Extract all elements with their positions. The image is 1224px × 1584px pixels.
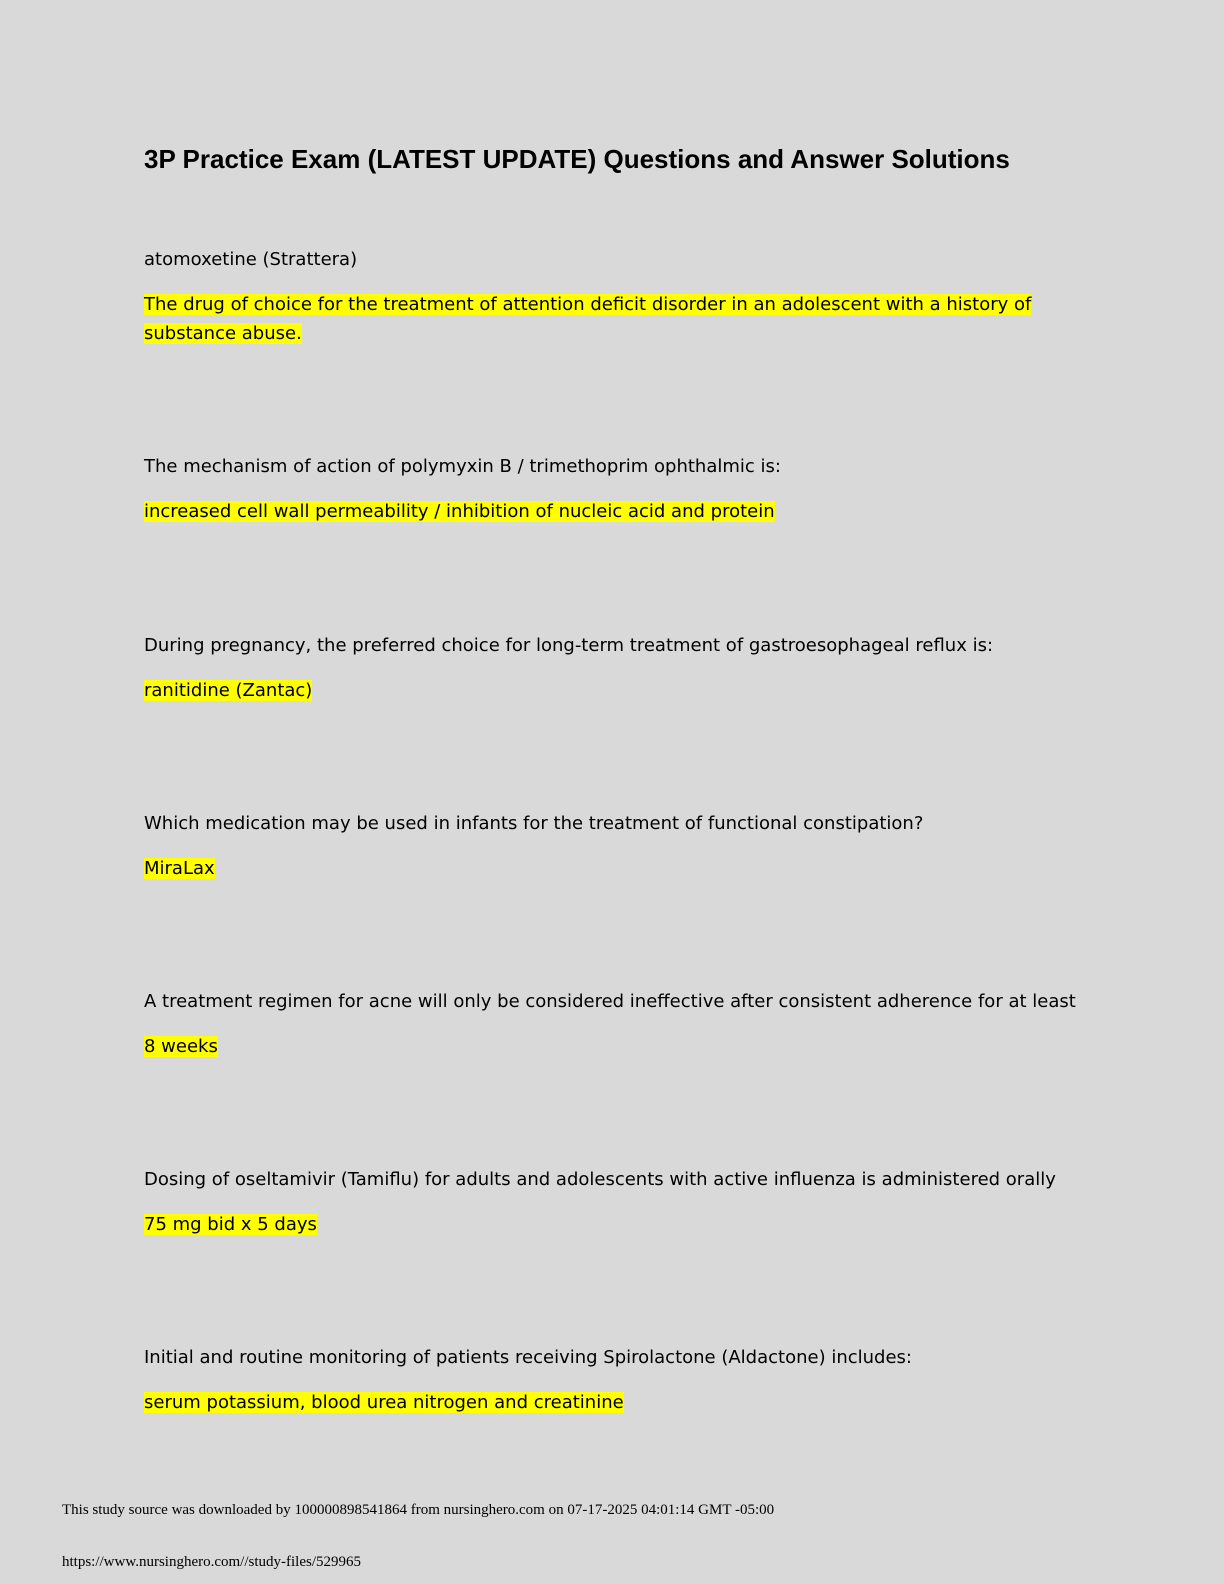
download-note: This study source was downloaded by 100000898541864 from nursinghero.com on 07-17-2025 04:01:14 GMT -05:00 [62, 1502, 775, 1518]
answer-text [144, 1210, 1084, 1239]
qa-item-3 [144, 632, 1084, 705]
answer-text [144, 1388, 1084, 1417]
answer-text [144, 676, 1084, 705]
qa-item-2 [144, 453, 1084, 526]
qa-item-6 [144, 1166, 1084, 1239]
question-text: Dosing of oseltamivir (Tamiflu) for adults and adolescents with active influenza is administered orally [144, 1169, 1056, 1190]
question-text: Which medication may be used in infants for the treatment of functional constipation? [144, 813, 924, 834]
question-text: During pregnancy, the preferred choice for long-term treatment of gastroesophageal reflux is: [144, 635, 994, 656]
answer-text [144, 290, 1084, 348]
answer-text [144, 854, 1084, 883]
answer-text [144, 1032, 1084, 1061]
answer-highlight: MiraLax [144, 858, 215, 879]
answer-highlight: The drug of choice for the treatment of attention deficit disorder in an adolescent with a history of substance abuse. [144, 294, 1032, 344]
answer-highlight: ranitidine (Zantac) [144, 680, 313, 701]
question-text: The mechanism of action of polymyxin B / trimethoprim ophthalmic is: [144, 456, 781, 477]
qa-item-7 [144, 1344, 1084, 1417]
source-url[interactable]: https://www.nursinghero.com//study-files/529965 [62, 1554, 362, 1570]
answer-highlight: 75 mg bid x 5 days [144, 1214, 317, 1235]
qa-item-4 [144, 810, 1084, 883]
question-text: atomoxetine (Strattera) [144, 249, 358, 270]
question-text: A treatment regimen for acne will only be considered ineffective after consistent adherence for at least [144, 991, 1076, 1012]
answer-highlight: serum potassium, blood urea nitrogen and creatinine [144, 1392, 624, 1413]
qa-item-1 [144, 246, 1084, 348]
question-text: Initial and routine monitoring of patients receiving Spirolactone (Aldactone) includes: [144, 1347, 912, 1368]
answer-text [144, 497, 1084, 526]
answer-highlight: increased cell wall permeability / inhibition of nucleic acid and protein [144, 501, 775, 522]
answer-highlight: 8 weeks [144, 1036, 218, 1057]
document-title: 3P Practice Exam (LATEST UPDATE) Questions and Answer Solutions [144, 144, 1010, 174]
qa-item-5 [144, 988, 1084, 1061]
